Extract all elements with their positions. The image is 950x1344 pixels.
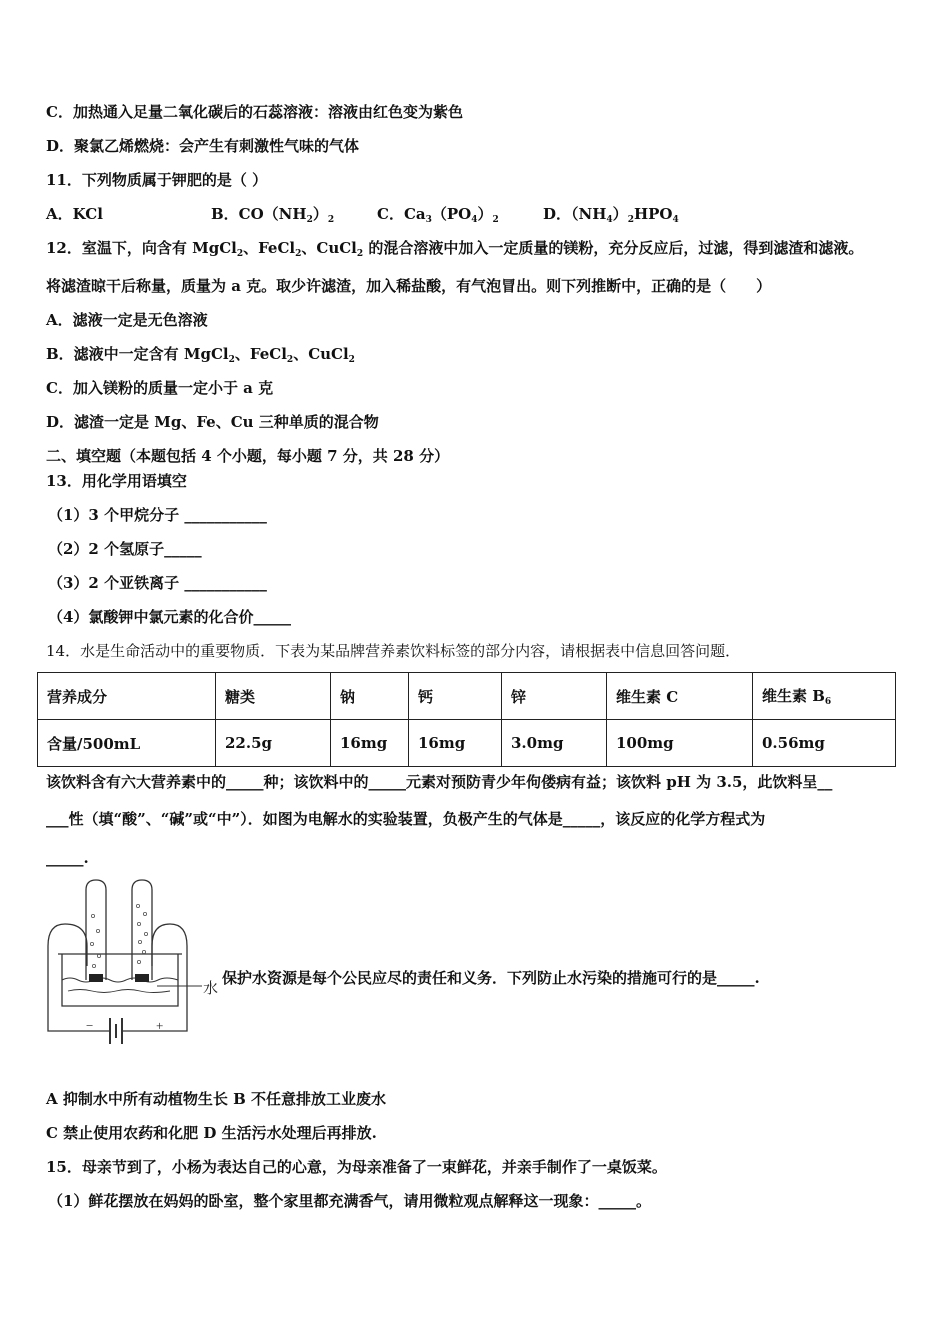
q14-text-line3: _____. bbox=[46, 849, 89, 867]
table-cell: 营养成分 bbox=[38, 673, 216, 720]
q11-option-a: A．KCl bbox=[46, 205, 103, 223]
positive-terminal-label: + bbox=[156, 1018, 164, 1033]
q12-option-d: D．滤渣一定是 Mg、Fe、Cu 三种单质的混合物 bbox=[46, 413, 379, 431]
q13-item: （2）2 个氢原子_____ bbox=[48, 540, 202, 558]
q13-item: （4）氯酸钾中氯元素的化合价_____ bbox=[48, 608, 291, 626]
q10-option-c: C．加热通入足量二氧化碳后的石蕊溶液：溶液由红色变为紫色 bbox=[46, 103, 463, 121]
q13-stem: 13．用化学用语填空 bbox=[46, 472, 187, 490]
table-cell: 维生素 C bbox=[607, 673, 753, 720]
electrolysis-apparatus-diagram bbox=[40, 876, 230, 1056]
q14-text-line2: ___性（填“酸”、“碱”或“中”）．如图为电解水的实验装置，负极产生的气体是_____，该反应的化学方程式为 bbox=[46, 810, 766, 828]
table-cell: 16mg bbox=[331, 720, 409, 767]
q12-stem-line1: 12．室温下，向含有 MgCl$_2$、FeCl$_2$、CuCl$_2$ 的混合溶液中加入一定质量的镁粉，充分反应后，过滤，得到滤渣和滤液。 bbox=[46, 239, 864, 259]
q13-item: （1）3 个甲烷分子 ___________ bbox=[48, 506, 267, 524]
q11-option-d: D．$(NH_4)_2HPO_4$ bbox=[543, 205, 679, 225]
q14-options-line1: A 抑制水中所有动植物生长 B 不任意排放工业废水 bbox=[46, 1090, 386, 1108]
q12-option-c: C．加入镁粉的质量一定小于 a 克 bbox=[46, 379, 274, 397]
table-cell: 0.56mg bbox=[753, 720, 896, 767]
table-cell: 16mg bbox=[409, 720, 502, 767]
table-cell: 含量/500mL bbox=[38, 720, 216, 767]
q12-option-b: B．滤液中一定含有 MgCl$_2$、FeCl$_2$、CuCl$_2$ bbox=[46, 345, 355, 365]
q12-option-a: A．滤液一定是无色溶液 bbox=[46, 311, 208, 329]
q15-item1: （1）鲜花摆放在妈妈的卧室，整个家里都充满香气，请用微粒观点解释这一现象：_____。 bbox=[48, 1192, 651, 1210]
table-cell: 钙 bbox=[409, 673, 502, 720]
q14-stem: 14．水是生命活动中的重要物质．下表为某品牌营养素饮料标签的部分内容，请根据表中信息回答问题． bbox=[46, 642, 741, 660]
section-title: 二、填空题（本题包括 4 个小题，每小题 7 分，共 28 分） bbox=[46, 447, 450, 465]
table-cell: 22.5g bbox=[216, 720, 331, 767]
q15-stem: 15．母亲节到了，小杨为表达自己的心意，为母亲准备了一束鲜花，并亲手制作了一桌饭菜。 bbox=[46, 1158, 667, 1176]
table-header-row bbox=[38, 673, 896, 720]
water-label: 水 bbox=[203, 981, 219, 997]
q14-text-line1: 该饮料含有六大营养素中的_____种；该饮料中的_____元素对预防青少年佝偻病有益；该饮料 pH 为 3.5，此饮料呈__ bbox=[46, 773, 833, 791]
q11-stem: 11．下列物质属于钾肥的是（ ） bbox=[46, 171, 268, 189]
q14-protect-text: 保护水资源是每个公民应尽的责任和义务．下列防止水污染的措施可行的是_____. bbox=[222, 969, 760, 987]
table-cell: 3.0mg bbox=[502, 720, 607, 767]
q14-options-line2: C 禁止使用农药和化肥 D 生活污水处理后再排放. bbox=[46, 1124, 377, 1142]
negative-terminal-label: − bbox=[86, 1018, 94, 1033]
q10-option-d: D．聚氯乙烯燃烧：会产生有刺激性气味的气体 bbox=[46, 137, 360, 155]
table-cell: 锌 bbox=[502, 673, 607, 720]
q11-option-c: C．$Ca_3(PO_4)_2$ bbox=[377, 205, 499, 225]
table-cell: 糖类 bbox=[216, 673, 331, 720]
table-cell: 钠 bbox=[331, 673, 409, 720]
table-cell: 维生素 $B_6$ bbox=[753, 673, 896, 720]
table-cell: 100mg bbox=[607, 720, 753, 767]
nutrition-table bbox=[37, 672, 896, 767]
table-row bbox=[38, 720, 896, 767]
q12-stem-line2: 将滤渣晾干后称量，质量为 a 克。取少许滤渣，加入稀盐酸，有气泡冒出。则下列推断中，正确的是（ ） bbox=[46, 277, 772, 295]
q13-item: （3）2 个亚铁离子 ___________ bbox=[48, 574, 267, 592]
q11-option-b: B．$CO(NH_2)_2$ bbox=[211, 205, 335, 225]
